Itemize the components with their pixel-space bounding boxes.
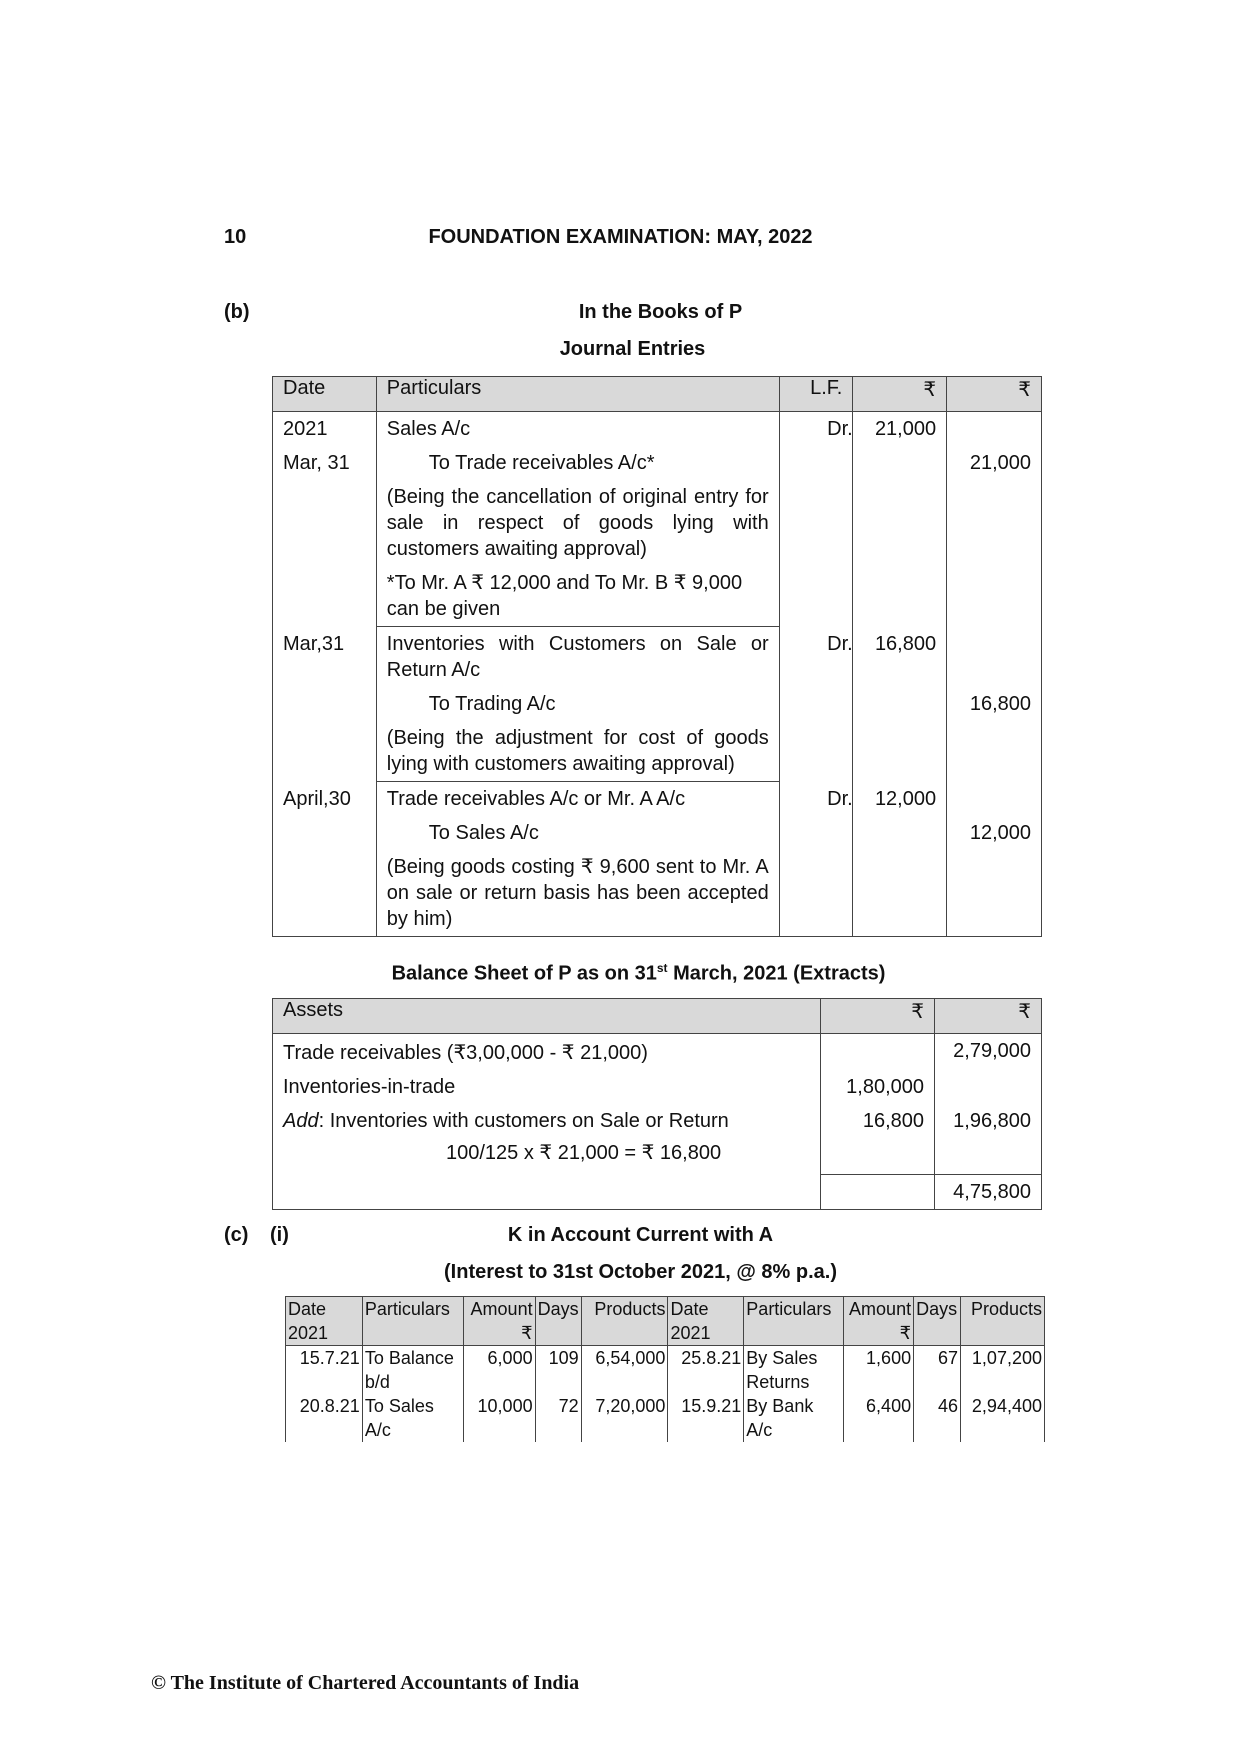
credit-account: To Sales A/c xyxy=(376,816,779,850)
part-c-label: (c) xyxy=(224,1224,249,1246)
dr-marker: Dr. xyxy=(827,788,853,810)
balance-sheet-title: Balance Sheet of P as on 31st March, 2021 (Extracts) xyxy=(391,961,886,985)
page-footer: © The Institute of Chartered Accountants of India xyxy=(151,1672,580,1694)
total-row xyxy=(273,1174,1042,1209)
entry-date: Mar,31 xyxy=(273,627,377,688)
debit-amount: 16,800 xyxy=(853,627,947,688)
table-row: 100/125 x ₹ 21,000 = ₹ 16,800 xyxy=(273,1138,1042,1174)
col-assets: Assets xyxy=(273,999,821,1034)
footnote: *To Mr. A ₹ 12,000 and To Mr. B ₹ 9,000 can be given xyxy=(376,566,779,627)
journal-row xyxy=(273,627,1042,688)
debit-account: Sales A/c xyxy=(386,418,471,440)
table-row: 15.7.21 To Balance b/d 6,000 109 6,54,000 25.8.21 By Sales Returns 1,600 67 1,07,200 xyxy=(286,1346,1045,1395)
narration: (Being the adjustment for cost of goods lying with customers awaiting approval) xyxy=(376,721,779,782)
credit-account: To Trade receivables A/c* xyxy=(376,446,779,480)
journal-row xyxy=(273,782,1042,817)
entry-year: 2021 xyxy=(273,412,377,447)
debit-amount: 12,000 xyxy=(853,782,947,817)
credit-amount: 21,000 xyxy=(947,446,1042,480)
dr-marker: Dr. xyxy=(827,418,853,440)
entry-date: Mar, 31 xyxy=(273,446,377,480)
account-title: K in Account Current with A xyxy=(507,1224,774,1246)
narration: (Being the cancellation of original entry for sale in respect of goods lying with customers awaiting approval) xyxy=(376,480,779,566)
narration: (Being goods costing ₹ 9,600 sent to Mr. A on sale or return basis has been accepted by him) xyxy=(376,850,779,937)
journal-row xyxy=(273,412,1042,447)
journal-title: Journal Entries xyxy=(559,338,706,360)
journal-row xyxy=(273,446,1042,480)
debit-account: Inventories with Customers on Sale or Return A/c xyxy=(386,633,769,681)
dr-marker: Dr. xyxy=(827,633,853,655)
part-c-sublabel: (i) xyxy=(270,1224,289,1246)
debit-account: Trade receivables A/c or Mr. A A/c xyxy=(386,788,686,810)
account-current-table: Date 2021 Particulars Amount ₹ Days Products Date 2021 Particulars Amount ₹ Days Products 15.7.21 To Balance b/d 6,000 109 6,54,000 25.8.21 By Sales Returns 1,600 67 1,07,200 20.8.21 To Sales A/c 10,000 72 7,20,000 15.9.21 By Bank A/c 6,400 46 2,94,400 xyxy=(285,1296,1045,1442)
col-rupee-1: ₹ xyxy=(821,999,935,1034)
table-row: Trade receivables (₹3,00,000 - ₹ 21,000) 2,79,000 xyxy=(273,1034,1042,1071)
credit-account: To Trading A/c xyxy=(376,687,779,721)
page-number: 10 xyxy=(224,226,247,248)
col-particulars: Particulars xyxy=(376,377,779,412)
books-title: In the Books of P xyxy=(578,301,743,323)
col-lf: L.F. xyxy=(779,377,853,412)
balance-sheet-table xyxy=(272,998,1042,1210)
table-row: Inventories-in-trade 1,80,000 xyxy=(273,1070,1042,1104)
col-rupee-2: ₹ xyxy=(935,999,1042,1034)
table-row: Add: Inventories with customers on Sale or Return 16,800 1,96,800 xyxy=(273,1104,1042,1138)
col-date: Date xyxy=(273,377,377,412)
entry-date: April,30 xyxy=(273,782,377,817)
account-subtitle: (Interest to 31st October 2021, @ 8% p.a.) xyxy=(444,1261,837,1283)
debit-amount: 21,000 xyxy=(853,412,947,447)
journal-table xyxy=(272,376,1042,937)
col-debit: ₹ xyxy=(853,377,947,412)
part-b-label: (b) xyxy=(224,301,250,323)
total-value: 4,75,800 xyxy=(935,1174,1042,1209)
col-credit: ₹ xyxy=(947,377,1042,412)
credit-amount: 16,800 xyxy=(947,687,1042,721)
page-header: FOUNDATION EXAMINATION: MAY, 2022 xyxy=(428,226,813,248)
table-row: 20.8.21 To Sales A/c 10,000 72 7,20,000 15.9.21 By Bank A/c 6,400 46 2,94,400 xyxy=(286,1394,1045,1442)
credit-amount: 12,000 xyxy=(947,816,1042,850)
